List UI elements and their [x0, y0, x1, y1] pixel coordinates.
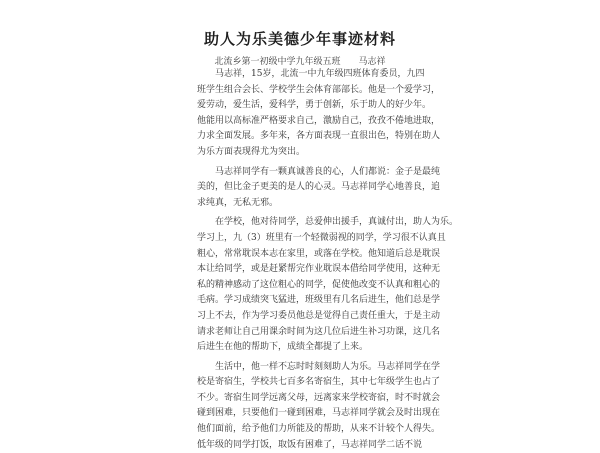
document-title: 助人为乐美德少年事迹材料: [203, 30, 396, 48]
paragraph-line: 习上不去，作为学习委员他总是觉得自己责任重大，于是主动: [197, 310, 441, 321]
paragraph-line: 毛病。学习成绩突飞猛进，班级里有几名后进生，他们总是学: [197, 295, 441, 306]
paragraph-line: 私的精神感动了这位粗心的同学，促使他改变不认真和粗心的: [197, 279, 441, 290]
paragraph-line: 不少。寄宿生同学远离父母，远离家来学校寄宿，时不时就会: [197, 392, 441, 403]
paragraph-line: 马志祥同学有一颗真诚善良的心，人们都说：金子是最纯: [215, 166, 441, 177]
paragraph-line: 后进生在他的帮助下，成绩全都提了上来。: [197, 342, 369, 353]
paragraph-line: 为乐方面表现得尤为突出。: [197, 146, 306, 157]
paragraph-line: 在学校，他对待同学，总爱伸出援手，真诚付出，助人为乐。: [215, 217, 459, 228]
paragraph-line: 学习上，九（3）班里有一个轻微弱视的同学，学习很不认真且: [197, 232, 446, 243]
paragraph-line: 他能用以高标准严格要求自己，激励自己，孜孜不倦地进取，: [197, 115, 441, 126]
document-body: [197, 67, 459, 453]
paragraph-line: 班学生组合会长、学校学生会体育部部长。他是一个爱学习，: [197, 84, 441, 95]
document-subtitle: 北流乡第一初级中学九年级五班 马志祥: [214, 57, 386, 67]
paragraph-line: 他们面前，给予他们力所能及的帮助，从来不计较个人得失。: [197, 424, 441, 435]
paragraph-line: 力求全面发展。多年来，各方面表现一直很出色，特别在助人: [197, 131, 441, 142]
paragraph-4: [197, 360, 441, 453]
paragraph-line: 请求老师让自己用课余时间为这几位后进生补习功课，这几名: [197, 326, 441, 337]
paragraph-line: 求纯真，无私无邪。: [197, 197, 279, 208]
paragraph-line: 本让给同学，或是赶紧帮完作业耽误本借给同学使用，这种无: [197, 264, 441, 275]
paragraph-line: 校是寄宿生，学校共七百多名寄宿生，其中七年级学生也占了: [197, 377, 441, 388]
paragraph-line: 生活中，他一样不忘时时刻刻助人为乐。马志祥同学在学: [215, 361, 441, 372]
paragraph-line: 马志祥，15岁，北流一中九年级四班体育委员，九四: [215, 69, 425, 79]
paragraph-line: 低年级的同学打饭，取饭有困难了，马志祥同学二话不说: [197, 439, 423, 450]
paragraph-line: 粗心，常常耽误本志在家里，或落在学校。他知道后总是耽误: [197, 248, 441, 259]
paragraph-line: 碰到困难，只要他们一碰到困难，马志祥同学就会及时出现在: [197, 408, 441, 419]
paragraph-line: 美的，但比金子更美的是人的心灵。马志祥同学心地善良，追: [197, 182, 441, 193]
paragraph-3: [197, 215, 459, 355]
paragraph-2: [197, 165, 441, 212]
paragraph-1: [197, 67, 441, 161]
paragraph-line: 爱劳动，爱生活，爱科学，勇于创新，乐于助人的好少年。: [197, 100, 432, 111]
